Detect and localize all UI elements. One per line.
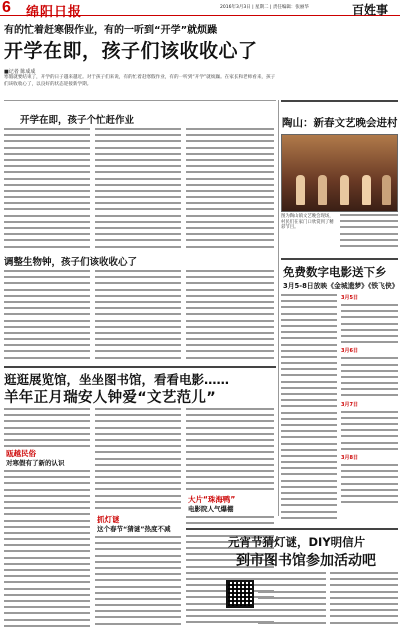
side-story-2-col-2 [341, 294, 398, 524]
bottom-story-title-1: 元宵节猜灯谜，DIY明信片 [228, 535, 366, 549]
page-number: 6 [2, 0, 11, 16]
main-body-col-4 [4, 270, 90, 362]
divider [186, 528, 398, 530]
side-story-2-subtitle: 3月5-8日放映《金城遗梦》《铁飞侠》 [283, 282, 399, 290]
middle-body-col-1a [4, 408, 90, 448]
middle-story-title-1: 逛逛展览馆，坐坐图书馆，看看电影…… [4, 372, 230, 387]
main-body-col-1 [4, 128, 90, 250]
divider [4, 100, 276, 101]
middle-body-col-3a [186, 408, 274, 492]
middle-sub-2: 大片“珠海鸭” [188, 495, 236, 504]
divider [281, 258, 398, 260]
main-body-col-2 [95, 128, 181, 250]
side-story-1-body [340, 214, 398, 254]
middle-body-col-2a [95, 408, 181, 512]
main-body-col-6 [186, 270, 274, 362]
date-line: 2016年3月3日 | 星期二 | 责任编辑：张丽华 [220, 5, 309, 10]
bottom-body-col-1 [258, 572, 326, 632]
photo-caption-1: 图为陶山镇文艺晚会现场，村民们在家门口欣赏到了精彩节目。 [281, 214, 334, 231]
qr-code [226, 580, 254, 608]
divider [4, 366, 276, 368]
bottom-body-col-2 [330, 572, 398, 632]
main-lead: 寒假就要结束了，开学的日子越来越近。对于孩子们来说，有的忙着赶寒假作业，有的一听到“开学”就烦躁。在家长和老师看来，孩子们该收收心了，以良好的状态迎接新学期。 [4, 75, 276, 87]
column-rule [278, 400, 279, 516]
main-subhead-1: 开学在即，孩子个忙赶作业 [20, 115, 135, 126]
divider [281, 100, 398, 102]
main-subhead-2: 调整生物钟，孩子们该收收心了 [4, 257, 138, 268]
schedule-date: 3月7日 [341, 401, 358, 408]
schedule-date: 3月5日 [341, 295, 358, 301]
bottom-story-title-2: 到市图书馆参加活动吧 [236, 553, 376, 569]
main-headline: 开学在即，孩子们该收收心了 [4, 40, 258, 62]
middle-sub-3: 抓灯谜 [97, 515, 120, 524]
masthead [0, 0, 400, 20]
middle-sub-1b: 对寒假有了新的认识 [6, 459, 65, 467]
main-body-col-3 [186, 128, 274, 250]
section-title: 百姓事 [352, 3, 389, 17]
middle-body-col-2b [95, 536, 181, 630]
middle-sub-3b: 这个春节“猜谜”热度不减 [97, 525, 171, 533]
schedule-date: 3月6日 [341, 348, 358, 355]
middle-sub-1: 瓯越民俗 [6, 449, 36, 458]
newspaper-logo: 绵阳日报 [26, 5, 83, 20]
main-body-col-5 [95, 270, 181, 362]
main-byline: ■记者 陈成成 [4, 69, 36, 75]
middle-sub-2b: 电影院人气爆棚 [188, 505, 234, 513]
schedule-date: 3月8日 [341, 454, 358, 461]
middle-body-col-1b [4, 470, 90, 630]
main-kicker: 有的忙着赶寒假作业，有的一听到“开学”就烦躁 [4, 25, 218, 36]
concert-photo [281, 134, 398, 212]
side-story-2-col-1 [281, 294, 337, 524]
column-rule [278, 100, 279, 400]
middle-story-title-2: 羊年正月瑞安人钟爱“文艺范儿” [4, 390, 217, 406]
side-story-1-title: 陶山：新春文艺晚会进村 [282, 117, 398, 129]
side-story-2-title: 免费数字电影送下乡 [283, 265, 387, 279]
